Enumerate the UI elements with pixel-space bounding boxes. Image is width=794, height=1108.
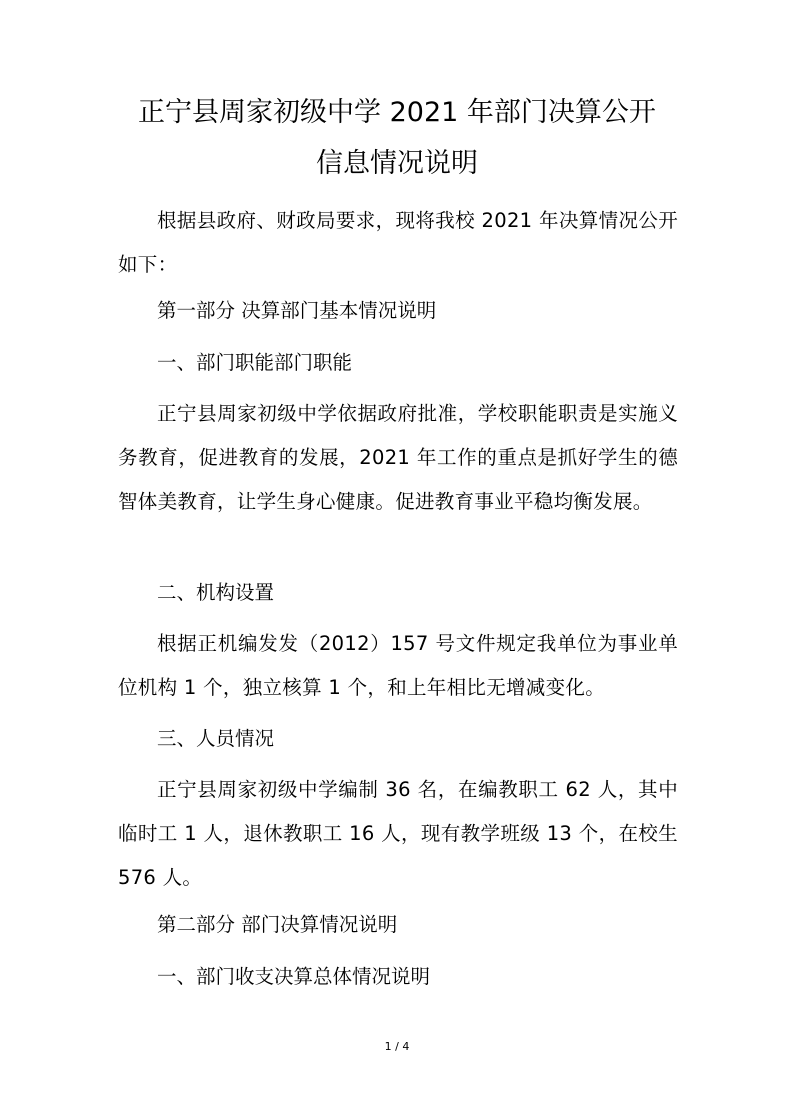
section2-heading: 二、机构设置 [157, 581, 275, 604]
section1-heading: 一、部门职能部门职能 [157, 351, 353, 374]
document-title-line1: 正宁县周家初级中学 2021 年部门决算公开 [138, 97, 656, 128]
section3-heading: 三、人员情况 [157, 727, 275, 750]
part1-heading: 第一部分 决算部门基本情况说明 [157, 299, 437, 322]
document-title-line2: 信息情况说明 [316, 148, 478, 179]
page-number: 1 / 4 [384, 1040, 410, 1053]
section1-body: 正宁县周家初级中学依据政府批准，学校职能职责是实施义务教育，促进教育的发展，2021 年工作的重点是抓好学生的德智体美教育，让学生身心健康。促进教育事业平稳均衡发展。 [118, 402, 678, 513]
intro-paragraph: 根据县政府、财政局要求，现将我校 2021 年决算情况公开如下： [118, 209, 678, 276]
part2-heading: 第二部分 部门决算情况说明 [157, 913, 398, 936]
section3-body: 正宁县周家初级中学编制 36 名，在编教职工 62 人，其中临时工 1 人，退休教职工 16 人，现有教学班级 13 个，在校生 576 人。 [118, 778, 678, 889]
section2-body: 根据正机编发发（2012）157 号文件规定我单位为事业单位机构 1 个，独立核算 1 个，和上年相比无增减变化。 [118, 632, 678, 699]
part2-section1-heading: 一、部门收支决算总体情况说明 [157, 965, 431, 988]
